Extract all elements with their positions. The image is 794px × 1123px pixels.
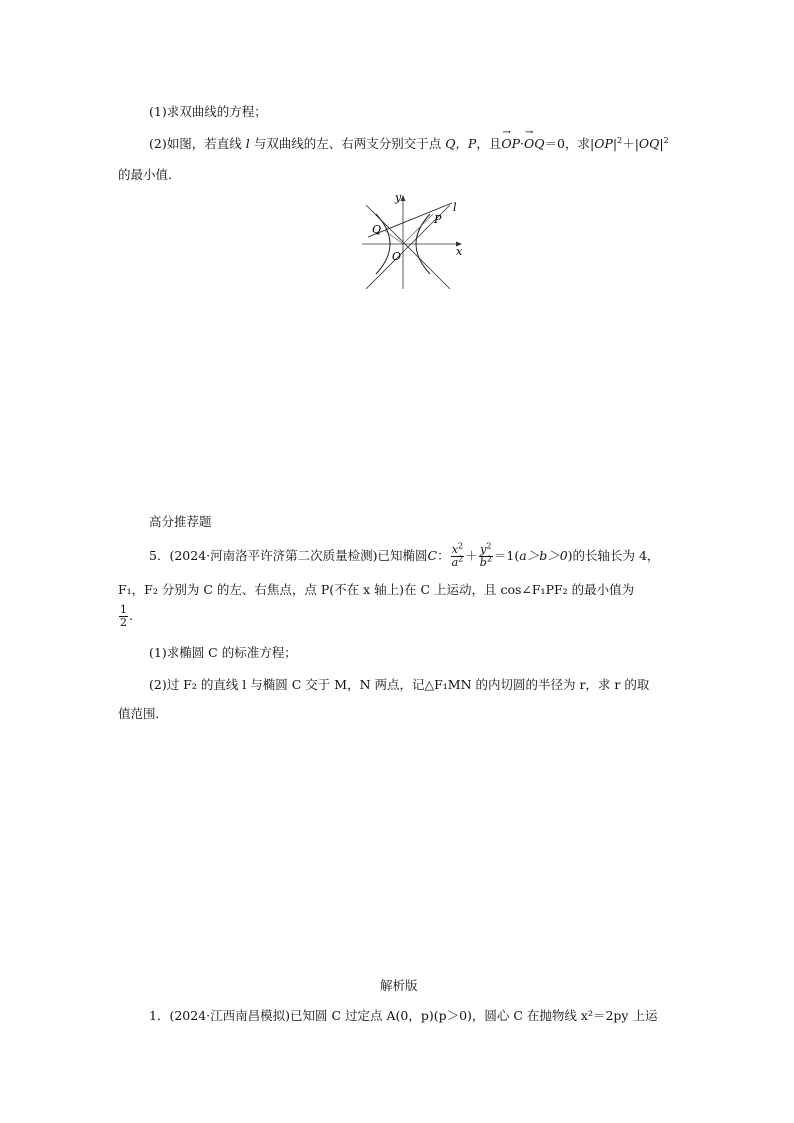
q5-equals: ＝1( (493, 548, 520, 563)
half-denominator: 2 (120, 616, 127, 629)
vector-oq: → OQ (524, 136, 545, 152)
fraction-x2-a2: $\frac{x^2}{a^2}$ (451, 541, 464, 569)
section-title: 高分推荐题 (149, 514, 212, 529)
q5-colon: ： (437, 548, 450, 563)
label-o: O (392, 250, 402, 263)
q5-b: b (479, 556, 487, 569)
q5-line1 (149, 541, 660, 569)
square-1: 2 (617, 135, 623, 145)
half-numerator: 1 (120, 603, 127, 616)
q5-ellipse-c: C (427, 548, 438, 563)
fraction-one-half (119, 604, 128, 629)
label-l: l (453, 201, 457, 214)
q4-part2-text-e: | (612, 136, 618, 151)
q4-part2-end: 的最小值． (118, 167, 181, 182)
segment-op: OP (594, 136, 613, 151)
square-2: 2 (663, 135, 669, 145)
fraction-y2-b2: $\frac{y^2}{b^2}$ (479, 541, 492, 569)
q5-line2: F₁，F₂ 分别为 C 的左、右焦点，点 P(不在 x 轴上)在 C 上运动，且 cos∠F₁PF₂ 的最小值为 (118, 582, 635, 597)
q4-points-qp: Q，P (445, 136, 477, 151)
q5-part2: (2)过 F₂ 的直线 l 与椭圆 C 交于 M，N 两点，记△F₁MN 的内切圆的半径为 r，求 r 的取 (149, 677, 650, 692)
analysis-title: 解析版 (380, 978, 418, 993)
q4-part2-text-c: ，且 (476, 136, 502, 151)
q4-part2-text-g: | (659, 136, 664, 151)
label-y: y (395, 191, 402, 204)
q5-part2-cont: 值范围． (118, 706, 169, 721)
q5-x: x (451, 543, 458, 556)
q5-plus: ＋ (465, 548, 478, 563)
q4-part2-text-f: ＋| (622, 136, 639, 151)
vector-op: → OP (501, 136, 520, 152)
q5-y: y (480, 543, 487, 556)
q4-part2-text-d: ＝0，求| (544, 136, 595, 151)
dot-operator: · (520, 136, 525, 151)
hyperbola-figure (362, 187, 466, 289)
q5-a: a (451, 556, 459, 569)
q4-part1: (1)求双曲线的方程； (149, 104, 267, 119)
q1-line1: 1．(2024·江西南昌模拟)已知圆 C 过定点 A(0，p)(p＞0)，圆心 C 在抛物线 x²＝2py 上运 (149, 1008, 658, 1023)
q4-line-l: l (245, 136, 250, 151)
q4-part2-text-a: (2)如图，若直线 (149, 136, 242, 151)
q4-part2-line (149, 136, 669, 152)
q5-fraction-half-line (118, 604, 133, 629)
q5-part1: (1)求椭圆 C 的标准方程； (149, 645, 297, 660)
q5-condition: a＞b＞0 (519, 548, 568, 563)
label-x: x (456, 245, 463, 258)
q5-intro: 5．(2024·河南洛平许济第二次质量检测)已知椭圆 (149, 548, 428, 563)
label-p: P (434, 213, 442, 226)
q5-period: . (129, 608, 133, 623)
label-q: Q (372, 223, 382, 236)
segment-oq: OQ (638, 136, 660, 151)
q5-intro-end: )的长轴长为 4， (567, 548, 660, 563)
q4-part2-text-b: 与双曲线的左、右两支分别交于点 (253, 136, 442, 151)
